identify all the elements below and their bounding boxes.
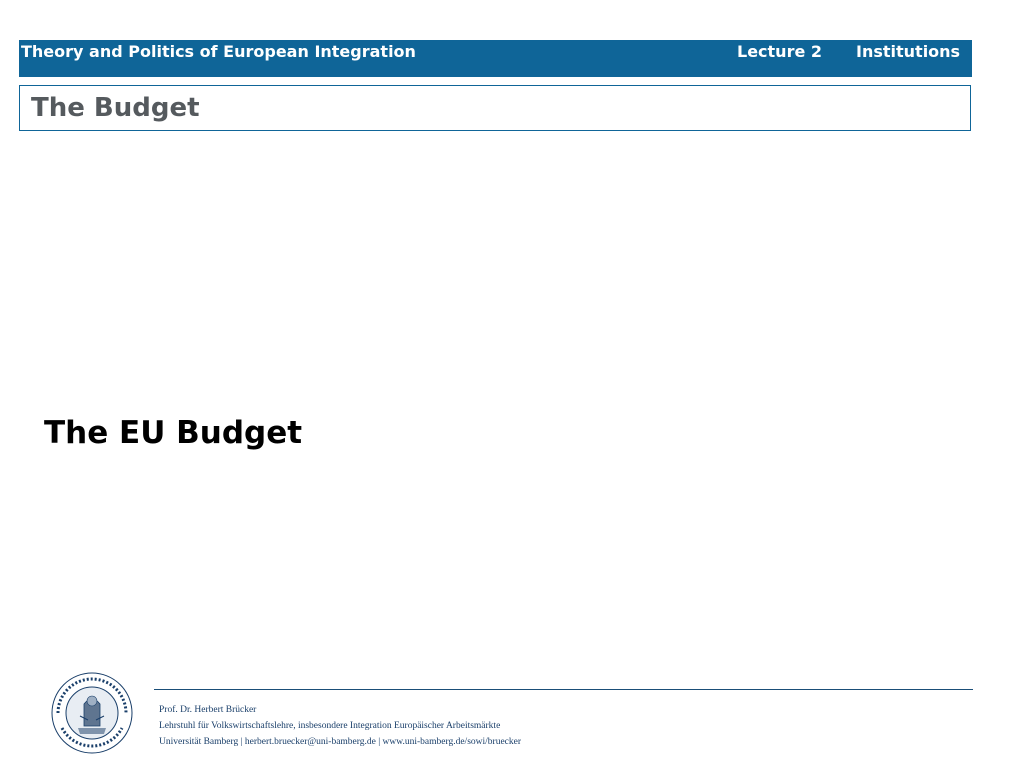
university-seal-logo: [44, 668, 140, 758]
lecture-topic: Institutions: [856, 42, 961, 61]
footer-contact: [159, 702, 521, 750]
lecture-number: Lecture 2: [737, 42, 823, 61]
contact-line: Universität Bamberg | herbert.bruecker@uni-bamberg.de | www.uni-bamberg.de/sowi/bruecker: [159, 737, 522, 747]
slide-title: The Budget: [31, 93, 200, 123]
main-heading: The EU Budget: [44, 415, 303, 451]
chair-name: Lehrstuhl für Volkswirtschaftslehre, insbesondere Integration Europäischer Arbeitsmärkte: [159, 721, 501, 731]
professor-name: Prof. Dr. Herbert Brücker: [159, 705, 257, 715]
course-title: Theory and Politics of European Integration: [21, 42, 416, 61]
slide-title-box: [19, 85, 971, 131]
header-bar: [19, 40, 972, 77]
footer-divider: [154, 689, 973, 690]
